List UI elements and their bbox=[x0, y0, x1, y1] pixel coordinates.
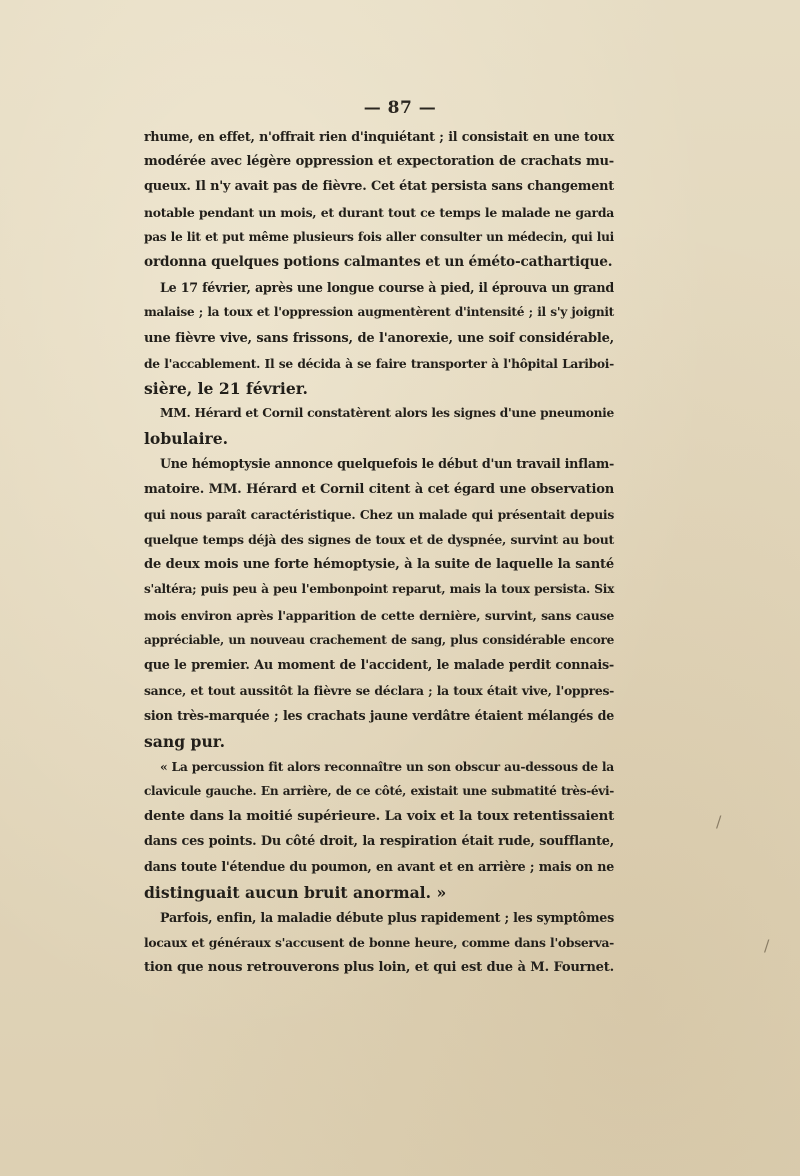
text-line: de l'accablement. Il se décida à se faire transporter à l'hôpital Lariboi- bbox=[144, 355, 614, 371]
pencil-mark: / bbox=[764, 936, 770, 955]
text-line: matoire. MM. Hérard et Cornil citent à cet égard une observation bbox=[144, 481, 614, 497]
text-line: modérée avec légère oppression et expectoration de crachats mu- bbox=[144, 154, 614, 170]
text-line: s'altéra; puis peu à peu l'embonpoint reparut, mais la toux persista. Six bbox=[144, 582, 614, 597]
text-line: lobulaire. bbox=[144, 429, 229, 449]
text-line: distinguait aucun bruit anormal. » bbox=[144, 882, 447, 902]
text-line: clavicule gauche. En arrière, de ce côté, existait une submatité très-évi- bbox=[144, 783, 614, 798]
text-line: Une hémoptysie annonce quelquefois le début d'un travail inflam- bbox=[160, 456, 614, 472]
text-line: locaux et généraux s'accusent de bonne heure, comme dans l'observa- bbox=[144, 935, 614, 950]
text-line: de deux mois une forte hémoptysie, à la suite de laquelle la santé bbox=[144, 557, 614, 573]
text-line: Parfois, enfin, la maladie débute plus rapidement ; les symptômes bbox=[160, 909, 614, 925]
text-line: une fièvre vive, sans frissons, de l'anorexie, une soif considérable, bbox=[144, 330, 614, 346]
text-line: sière, le 21 février. bbox=[144, 378, 308, 398]
text-line: qui nous paraît caractéristique. Chez un malade qui présentait depuis bbox=[144, 506, 614, 522]
text-line: appréciable, un nouveau crachement de sang, plus considérable encore bbox=[144, 632, 614, 647]
text-line: que le premier. Au moment de l'accident, le malade perdit connais- bbox=[144, 657, 614, 673]
text-line: sion très-marquée ; les crachats jaune verdâtre étaient mélangés de bbox=[144, 708, 614, 724]
text-line: dente dans la moitié supérieure. La voix et la toux retentissaient bbox=[144, 809, 614, 825]
text-line: pas le lit et put même plusieurs fois aller consulter un médecin, qui lui bbox=[144, 229, 614, 244]
text-line: rhume, en effet, n'offrait rien d'inquiétant ; il consistait en une toux bbox=[144, 129, 614, 144]
text-line: ordonna quelques potions calmantes et un éméto-cathartique. bbox=[144, 253, 613, 270]
text-line: tion que nous retrouverons plus loin, et qui est due à M. Fournet. bbox=[144, 960, 614, 976]
text-line: sang pur. bbox=[144, 731, 226, 751]
text-line: dans toute l'étendue du poumon, en avant et en arrière ; mais on ne bbox=[144, 859, 614, 875]
text-line: mois environ après l'apparition de cette dernière, survint, sans cause bbox=[144, 607, 614, 623]
text-line: queux. Il n'y avait pas de fièvre. Cet état persista sans changement bbox=[144, 179, 614, 195]
page-number: — 87 — bbox=[363, 98, 437, 118]
pencil-mark: / bbox=[716, 812, 722, 831]
text-line: sance, et tout aussitôt la fièvre se déclara ; la toux était vive, l'oppres- bbox=[144, 683, 614, 699]
text-line: Le 17 février, après une longue course à pied, il éprouva un grand bbox=[160, 280, 614, 296]
text-line: dans ces points. Du côté droit, la respiration était rude, soufflante, bbox=[144, 834, 614, 850]
text-line: malaise ; la toux et l'oppression augmentèrent d'intensité ; il s'y joignit bbox=[144, 305, 614, 320]
text-line: MM. Hérard et Cornil constatèrent alors les signes d'une pneumonie bbox=[160, 406, 614, 421]
text-line: quelque temps déjà des signes de toux et de dyspnée, survint au bout bbox=[144, 532, 614, 547]
text-line: notable pendant un mois, et durant tout ce temps le malade ne garda bbox=[144, 204, 614, 220]
text-line: « La percussion fit alors reconnaître un son obscur au-dessous de la bbox=[160, 758, 614, 774]
body-text bbox=[144, 124, 614, 980]
